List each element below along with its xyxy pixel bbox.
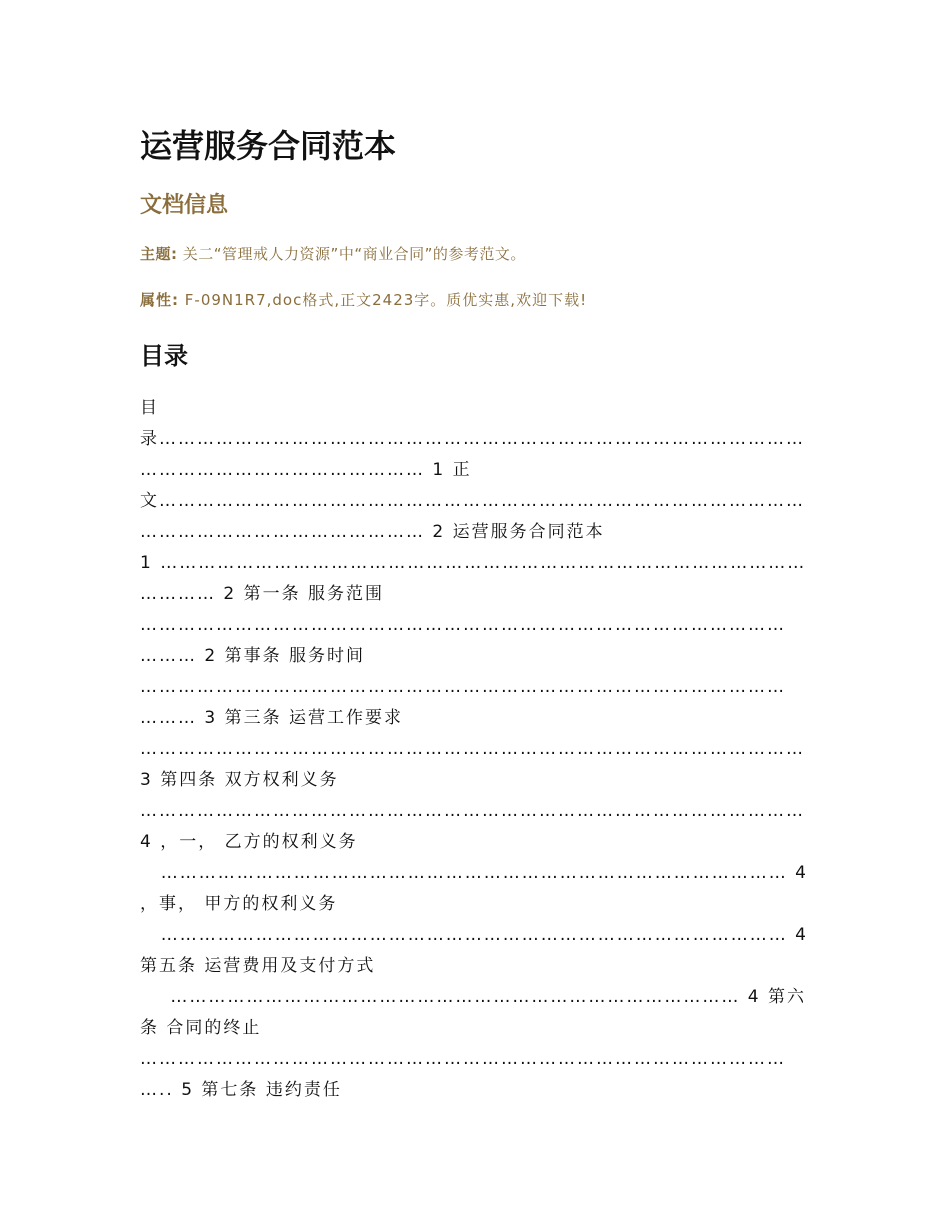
toc-line: ………………………………………………………………………………………… (140, 677, 786, 697)
document-info-heading: 文档信息 (140, 193, 229, 218)
toc-line: …………………………………………………………………………………………… (140, 739, 805, 759)
toc-line: …………………………………………………………………………………………… (140, 801, 805, 821)
toc-line: ……………………………………… 2 运营服务合同范本 (140, 522, 605, 542)
toc-line: ……………………………………………………………………………………… 4 (160, 863, 808, 883)
toc-line: 目 (140, 398, 159, 418)
toc-line: 1 ………………………………………………………………………………………… (140, 553, 806, 573)
toc-line: ……………………………………… 1 正 (140, 460, 472, 480)
toc-line: 录………………………………………………………………………………………… (140, 429, 805, 449)
toc-line: ，事， 甲方的权利义务 (140, 894, 338, 914)
subject-value: 关二“管理戒人力资源”中“商业合同”的参考范文。 (182, 245, 526, 263)
toc-line: ……… 2 第事条 服务时间 (140, 646, 366, 666)
subject-label: 主题: (140, 245, 178, 263)
toc-line: ………… 2 第一条 服务范围 (140, 584, 385, 604)
toc-line: 4 ，一， 乙方的权利义务 (140, 832, 358, 852)
toc-line: ……………………………………………………………………………………… 4 (160, 925, 808, 945)
toc-line: ……… 3 第三条 运营工作要求 (140, 708, 404, 728)
subject-line (140, 242, 526, 266)
toc-line: 第五条 运营费用及支付方式 (140, 956, 376, 976)
toc-line: ………………………………………………………………………………………… (140, 1049, 786, 1069)
toc-line: ……………………………………………………………………………… 4 第六 (170, 987, 806, 1007)
toc-heading: 目录 (140, 342, 188, 370)
toc-line: 文………………………………………………………………………………………… (140, 491, 805, 511)
toc-line: 条 合同的终止 (140, 1018, 262, 1038)
document-title: 运营服务合同范本 (140, 127, 397, 165)
attribute-line (140, 288, 587, 312)
toc-line: ….. 5 第七条 违约责任 (140, 1080, 342, 1100)
toc-line: ………………………………………………………………………………………… (140, 615, 786, 635)
attribute-value: F-09N1R7,doc格式,正文2423字。质优实惠,欢迎下载! (184, 291, 588, 309)
attribute-label: 属性: (140, 291, 179, 309)
toc-line: 3 第四条 双方权利义务 (140, 770, 339, 790)
